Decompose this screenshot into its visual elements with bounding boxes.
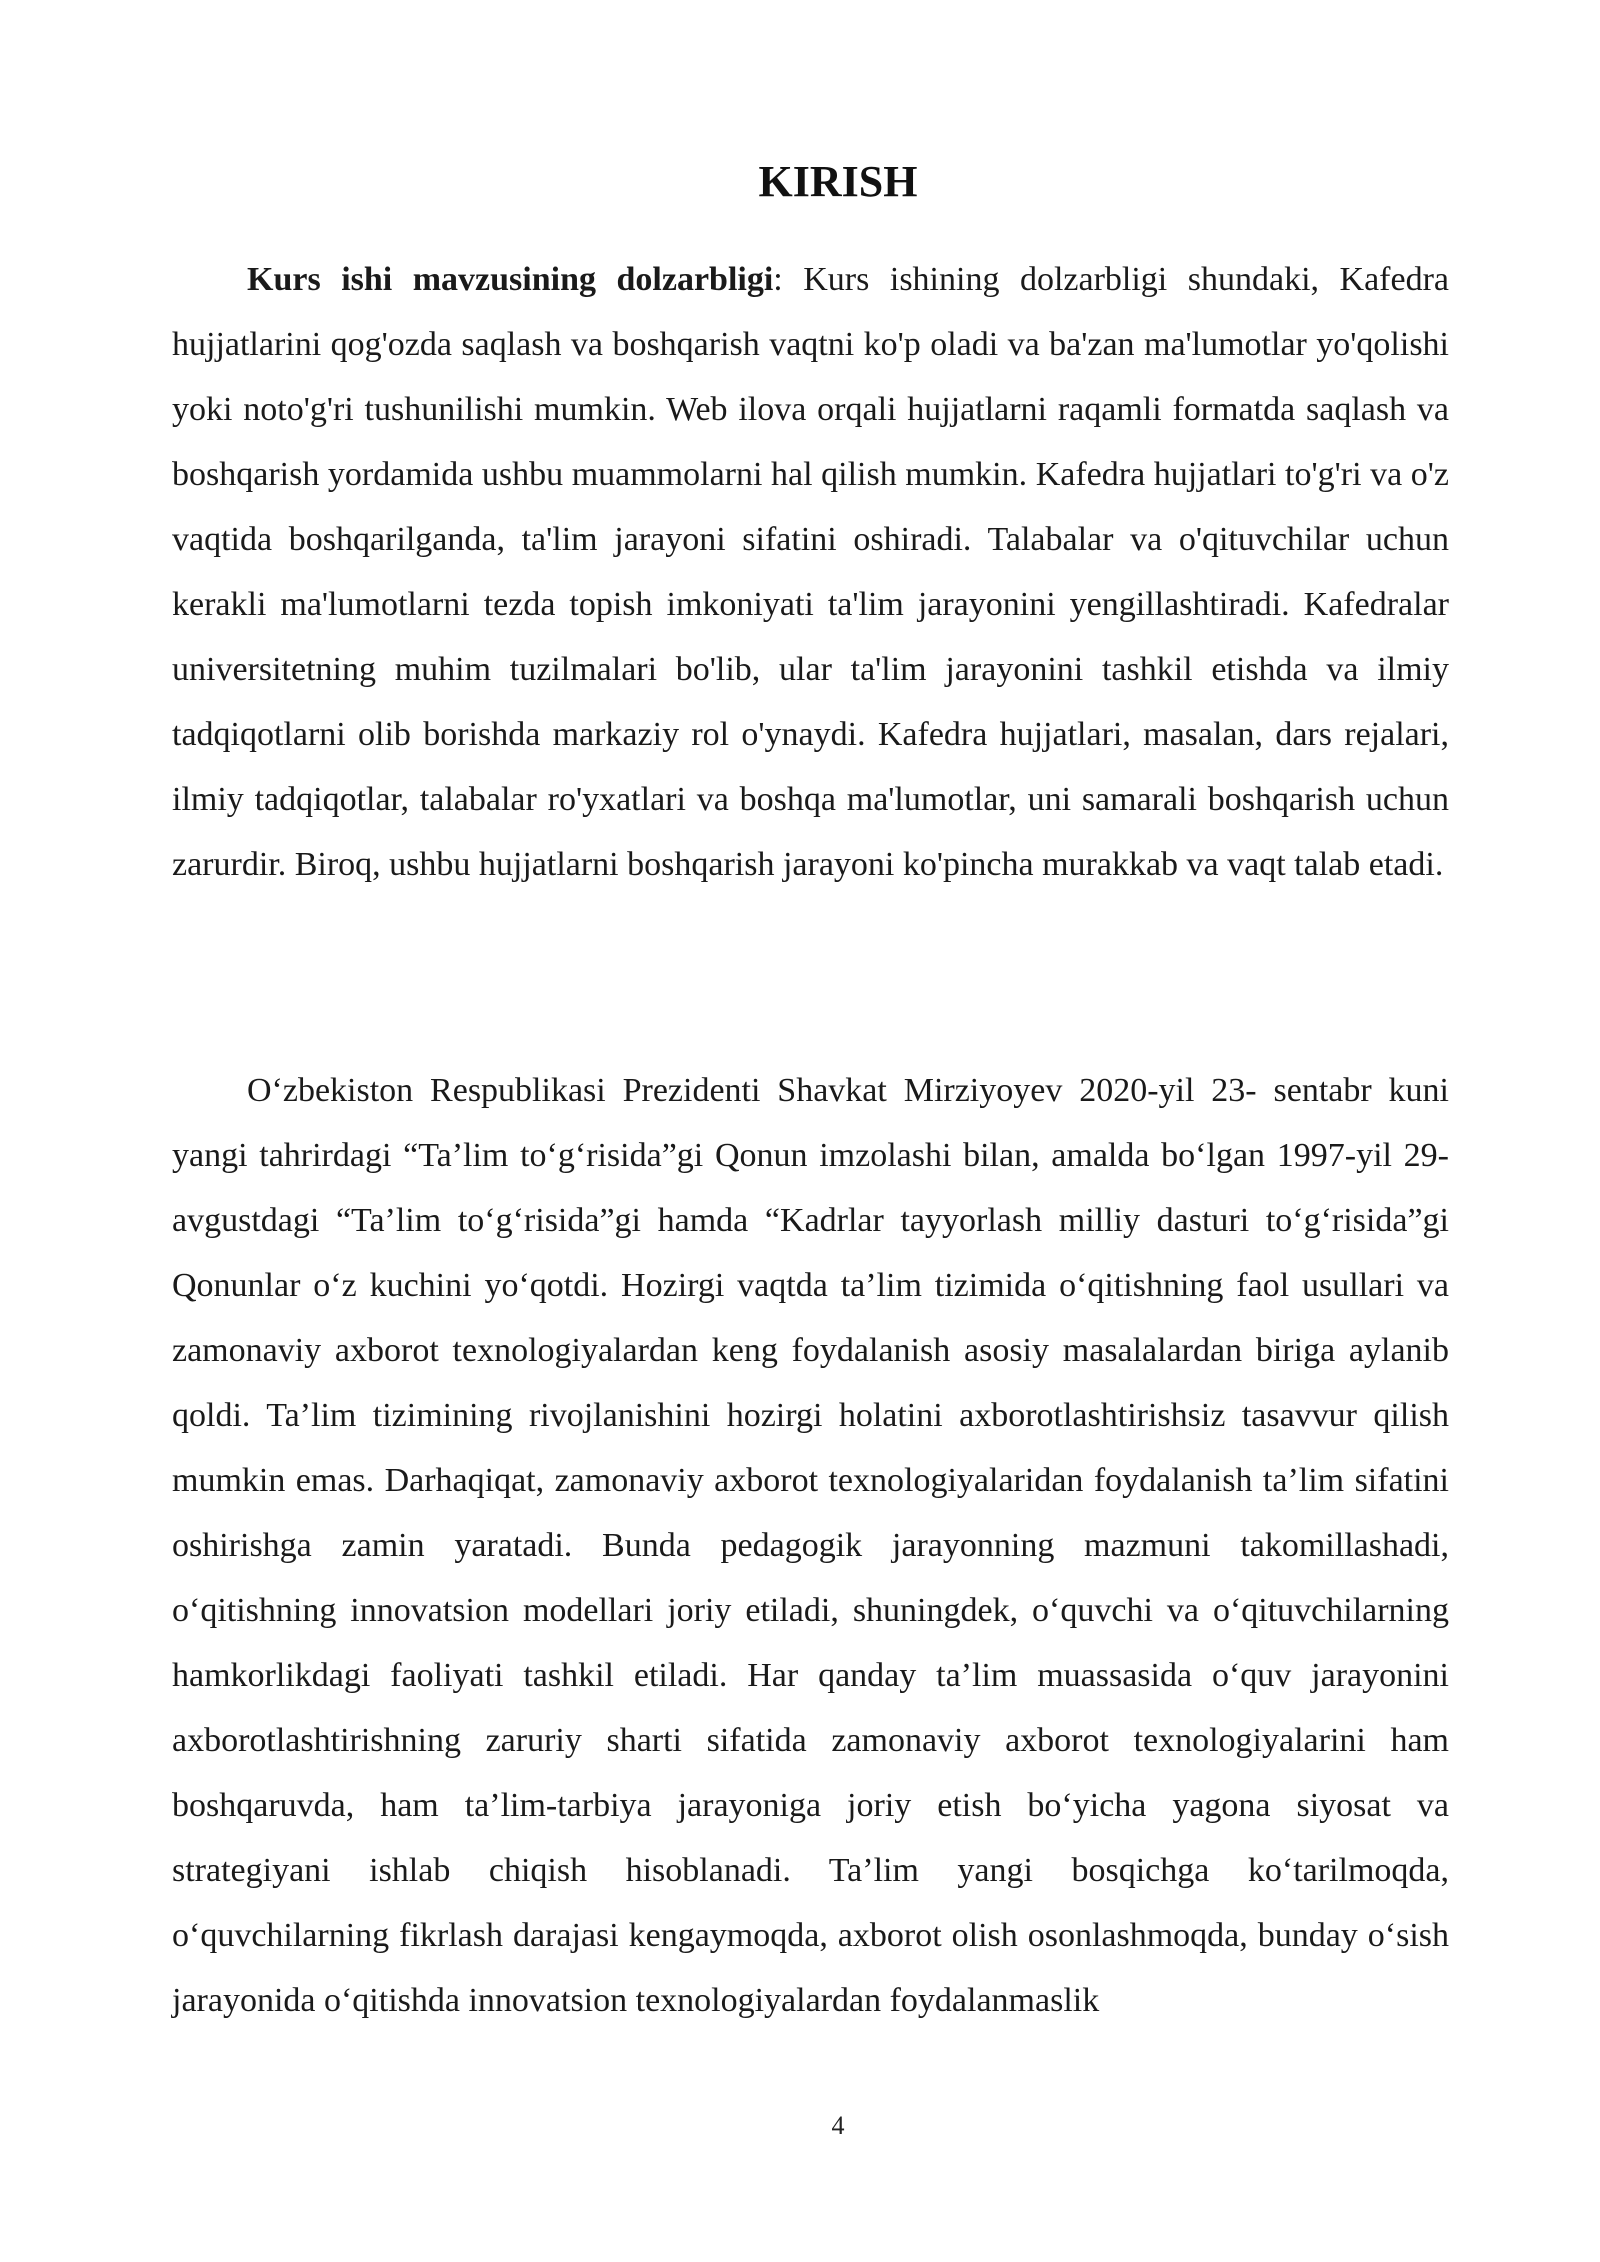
- page-number: 4: [831, 2111, 845, 2140]
- paragraph-relevance: [172, 247, 1449, 897]
- paragraph-law: [172, 1058, 1449, 2033]
- paragraph-text: : Kurs ishining dolzarbligi shundaki, Kafedra hujjatlarini qog'ozda saqlash va boshqarish vaqtni ko'p oladi va ba'zan ma'lumotlar yo'qolishi yoki noto'g'ri tushunilishi mumkin. Web ilova orqali hujjatlarni raqamli formatda saqlash va boshqarish yordamida ushbu muammolarni hal qilish mumkin. Kafedra hujjatlari to'g'ri va o'z vaqtida boshqarilganda, ta'lim jarayoni sifatini oshiradi. Talabalar va o'qituvchilar uchun kerakli ma'lumotlarni tezda topish imkoniyati ta'lim jarayonini yengillashtiradi. Kafedralar universitetning muhim tuzilmalari bo'lib, ular ta'lim jarayonini tashkil etishda va ilmiy tadqiqotlarni olib borishda markaziy rol o'ynaydi. Kafedra hujjatlari, masalan, dars rejalari, ilmiy tadqiqotlar, talabalar ro'yxatlari va boshqa ma'lumotlar, uni samarali boshqarish uchun zarurdir. Biroq, ushbu hujjatlarni boshqarish jarayoni ko'pincha murakkab va vaqt talab etadi.: [172, 261, 1449, 883]
- paragraph-lead: Kurs ishi mavzusining dolzarbligi: [247, 261, 774, 298]
- paragraph-text: O‘zbekiston Respublikasi Prezidenti Shavkat Mirziyoyev 2020-yil 23- sentabr kuni yangi tahrirdagi “Ta’lim to‘g‘risida”gi Qonun imzolashi bilan, amalda bo‘lgan 1997-yil 29-avgustdagi “Ta’lim to‘g‘risida”gi hamda “Kadrlar tayyorlash milliy dasturi to‘g‘risida”gi Qonunlar o‘z kuchini yo‘qotdi. Hozirgi vaqtda ta’lim tizimida o‘qitishning faol usullari va zamonaviy axborot texnologiyalardan keng foydalanish asosiy masalalardan biriga aylanib qoldi. Ta’lim tizimining rivojlanishini hozirgi holatini axborotlashtirishsiz tasavvur qilish mumkin emas. Darhaqiqat, zamonaviy axborot texnologiyalaridan foydalanish ta’lim sifatini oshirishga zamin yaratadi. Bunda pedagogik jarayonning mazmuni takomillashadi, o‘qitishning innovatsion modellari joriy etiladi, shuningdek, o‘quvchi va o‘qituvchilarning hamkorlikdagi faoliyati tashkil etiladi. Har qanday ta’lim muassasida o‘quv jarayonini axborotlashtirishning zaruriy sharti sifatida zamonaviy axborot texnologiyalarini ham boshqaruvda, ham ta’lim-tarbiya jarayoniga joriy etish bo‘yicha yagona siyosat va strategiyani ishlab chiqish hisoblanadi. Ta’lim yangi bosqichga ko‘tarilmoqda, o‘quvchilarning fikrlash darajasi kengaymoqda, axborot olish osonlashmoqda, bunday o‘sish jarayonida o‘qitishda innovatsion texnologiyalardan foydalanmaslik: [172, 1072, 1449, 2019]
- page-heading: KIRISH: [758, 157, 918, 206]
